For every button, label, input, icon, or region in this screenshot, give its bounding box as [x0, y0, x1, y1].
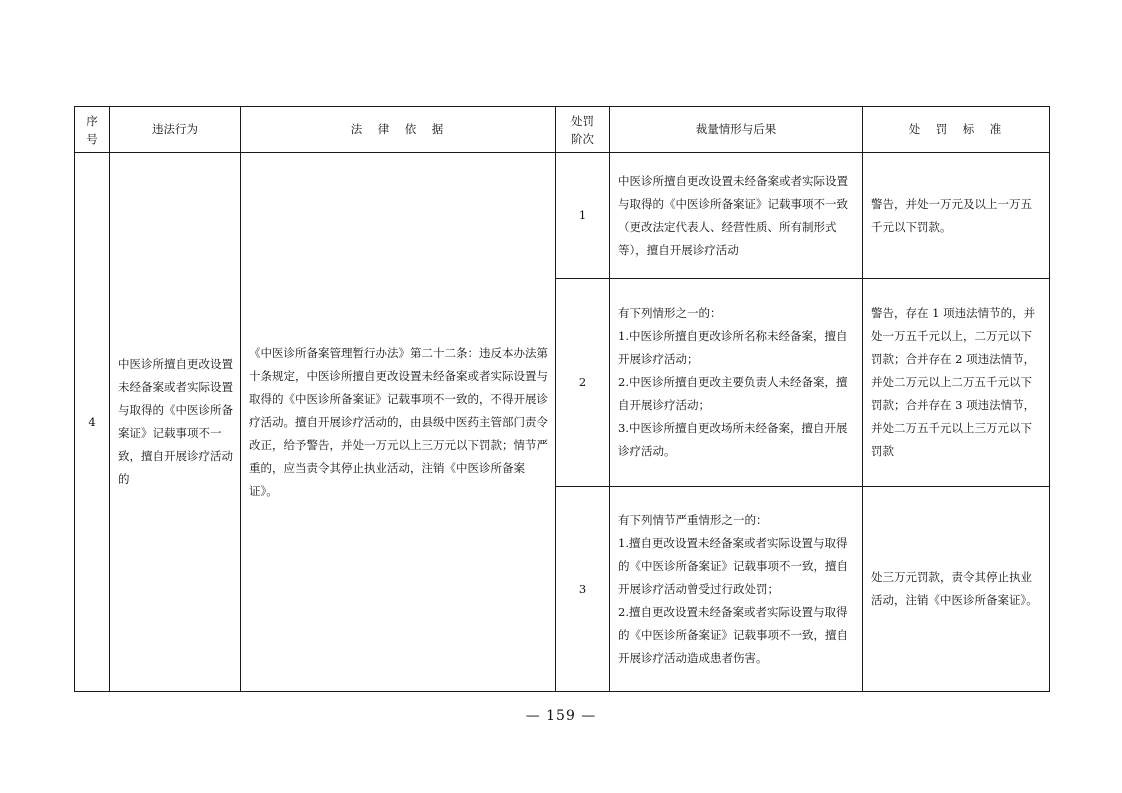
condition-line: 1.擅自更改设置未经备案或者实际设置与取得的《中医诊所备案证》记载事项不一致，擅自开展诊疗活动曾受过行政处罚； — [618, 535, 848, 596]
condition-line: 中医诊所擅自更改设置未经备案或者实际设置与取得的《中医诊所备案证》记载事项不一致（更改法定代表人、经营性质、所有制形式等），擅自开展诊疗活动 — [618, 173, 848, 257]
cell-conditions-3 — [610, 487, 863, 692]
header-penalty-stage: 处罚阶次 — [556, 107, 610, 153]
cell-legal-basis: 《中医诊所备案管理暂行办法》第二十二条：违反本办法第十条规定，中医诊所擅自更改设置未经备案或者实际设置与取得的《中医诊所备案证》记载事项不一致的，不得开展诊疗活动。擅自开展诊疗活动的，由县级中医药主管部门责令改正，给予警告，并处一万元以上三万元以下罚款；情节严重的，应当责令其停止执业活动，注销《中医诊所备案证》。 — [241, 153, 556, 692]
header-penalty-standard: 处 罚 标 准 — [863, 107, 1050, 153]
cell-stage-1: 1 — [556, 153, 610, 279]
cell-conditions-1 — [610, 153, 863, 279]
table-header-row — [75, 107, 1050, 153]
condition-line: 2.擅自更改设置未经备案或者实际设置与取得的《中医诊所备案证》记载事项不一致，擅自开展诊疗活动造成患者伤害。 — [618, 604, 848, 665]
header-seq: 序号 — [75, 107, 110, 153]
cell-conditions-2 — [610, 279, 863, 487]
condition-line: 1.中医诊所擅自更改诊所名称未经备案，擅自开展诊疗活动； — [618, 329, 848, 366]
cell-standard-2: 警告，存在 1 项违法情节的，并处一万五千元以上，二万元以下罚款；合并存在 2 项违法情节，并处二万元以上二万五千元以下罚款；合并存在 3 项违法情节，并处二万五千元以上三万元以下罚款 — [863, 279, 1050, 487]
header-discretion: 裁量情形与后果 — [610, 107, 863, 153]
condition-line: 3.中医诊所擅自更改场所未经备案，擅自开展诊疗活动。 — [618, 421, 848, 458]
condition-line: 2.中医诊所擅自更改主要负责人未经备案，擅自开展诊疗活动； — [618, 375, 848, 412]
condition-line: 有下列情形之一的： — [618, 306, 722, 320]
header-violation: 违法行为 — [110, 107, 241, 153]
penalty-table — [74, 106, 1050, 692]
condition-line: 有下列情节严重情形之一的： — [618, 512, 768, 527]
cell-stage-2: 2 — [556, 279, 610, 487]
cell-standard-3: 处三万元罚款，责令其停止执业活动，注销《中医诊所备案证》。 — [863, 487, 1050, 692]
cell-violation: 中医诊所擅自更改设置未经备案或者实际设置与取得的《中医诊所备案证》记载事项不一致，擅自开展诊疗活动的 — [110, 153, 241, 692]
cell-stage-3: 3 — [556, 487, 610, 692]
header-legal-basis: 法 律 依 据 — [241, 107, 556, 153]
page-number: — 159 — — [525, 708, 597, 724]
table-row — [75, 153, 1050, 279]
cell-standard-1: 警告，并处一万元及以上一万五千元以下罚款。 — [863, 153, 1050, 279]
cell-seq: 4 — [75, 153, 110, 692]
